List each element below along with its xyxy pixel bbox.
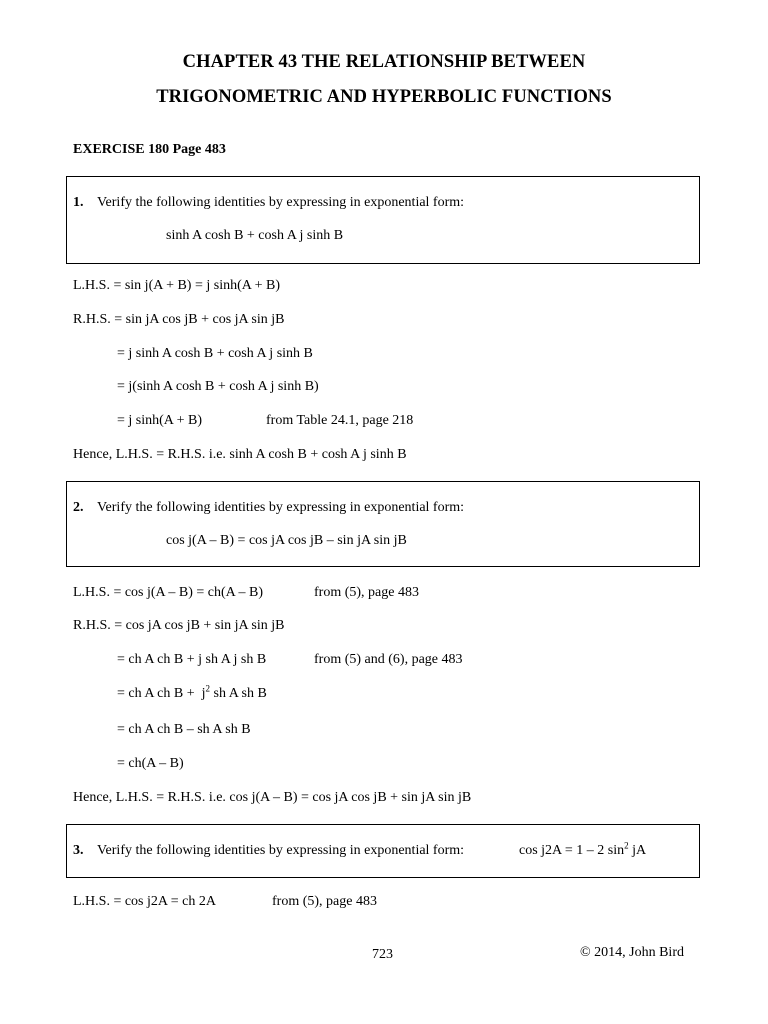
q3-solution-line-1: L.H.S. = cos j2A = ch 2A	[73, 894, 216, 909]
q2-solution-line-3: = ch A ch B + j sh A j sh B	[117, 652, 267, 667]
q2-reference-2: from (5) and (6), page 483	[314, 652, 463, 667]
q2-solution-line-4	[117, 683, 267, 702]
question-1-box	[66, 176, 700, 264]
chapter-title-line-2: TRIGONOMETRIC AND HYPERBOLIC FUNCTIONS	[156, 87, 612, 107]
question-1-prompt: Verify the following identities by expressing in exponential form:	[97, 195, 465, 210]
question-1-number: 1.	[73, 195, 84, 210]
question-2-identity: cos j(A – B) = cos jA cos jB – sin jA sin jB	[166, 533, 407, 548]
q2-solution-line-2: R.H.S. = cos jA cos jB + sin jA sin jB	[73, 618, 285, 633]
question-3-number: 3.	[73, 843, 84, 858]
q1-solution-line-3: = j sinh A cosh B + cosh A j sinh B	[117, 346, 313, 361]
question-2-box	[66, 481, 700, 567]
q1-solution-line-1: L.H.S. = sin j(A + B) = j sinh(A + B)	[73, 278, 280, 293]
chapter-title-line-1: CHAPTER 43 THE RELATIONSHIP BETWEEN	[182, 52, 586, 72]
q2-line-4-j: j	[201, 686, 206, 701]
question-3-identity	[519, 840, 647, 859]
q1-solution-line-4: = j(sinh A cosh B + cosh A j sinh B)	[117, 379, 319, 394]
question-3-identity-exponent: 2	[624, 840, 629, 851]
q2-solution-line-5: = ch A ch B – sh A sh B	[117, 722, 251, 737]
q1-solution-line-5: = j sinh(A + B)	[117, 413, 203, 428]
copyright-notice: © 2014, John Bird	[580, 945, 684, 960]
q2-line-4-start: = ch A ch B +	[117, 686, 195, 701]
exercise-heading: EXERCISE 180 Page 483	[73, 142, 226, 157]
q2-conclusion: Hence, L.H.S. = R.H.S. i.e. cos j(A – B) = cos jA cos jB + sin jA sin jB	[73, 790, 472, 805]
q2-line-4-end: sh A sh B	[213, 686, 267, 701]
q2-solution-line-6: = ch(A – B)	[117, 756, 184, 771]
question-3-identity-start: cos j2A = 1 – 2 sin	[519, 843, 625, 858]
question-3-identity-end: jA	[632, 843, 647, 858]
question-2-prompt: Verify the following identities by expressing in exponential form:	[97, 500, 465, 515]
q3-reference: from (5), page 483	[272, 894, 377, 909]
page-number: 723	[372, 947, 393, 962]
question-2-number: 2.	[73, 500, 84, 515]
q2-solution-line-1: L.H.S. = cos j(A – B) = ch(A – B)	[73, 585, 264, 600]
q2-reference-1: from (5), page 483	[314, 585, 419, 600]
question-1-identity: sinh A cosh B + cosh A j sinh B	[166, 228, 344, 243]
q1-solution-line-2: R.H.S. = sin jA cos jB + cos jA sin jB	[73, 312, 285, 327]
question-3-prompt: Verify the following identities by expressing in exponential form:	[97, 843, 465, 858]
q2-line-4-exponent: 2	[205, 683, 211, 694]
q1-conclusion: Hence, L.H.S. = R.H.S. i.e. sinh A cosh B + cosh A j sinh B	[73, 447, 407, 462]
q1-reference: from Table 24.1, page 218	[266, 413, 414, 428]
question-3-box	[66, 824, 700, 878]
